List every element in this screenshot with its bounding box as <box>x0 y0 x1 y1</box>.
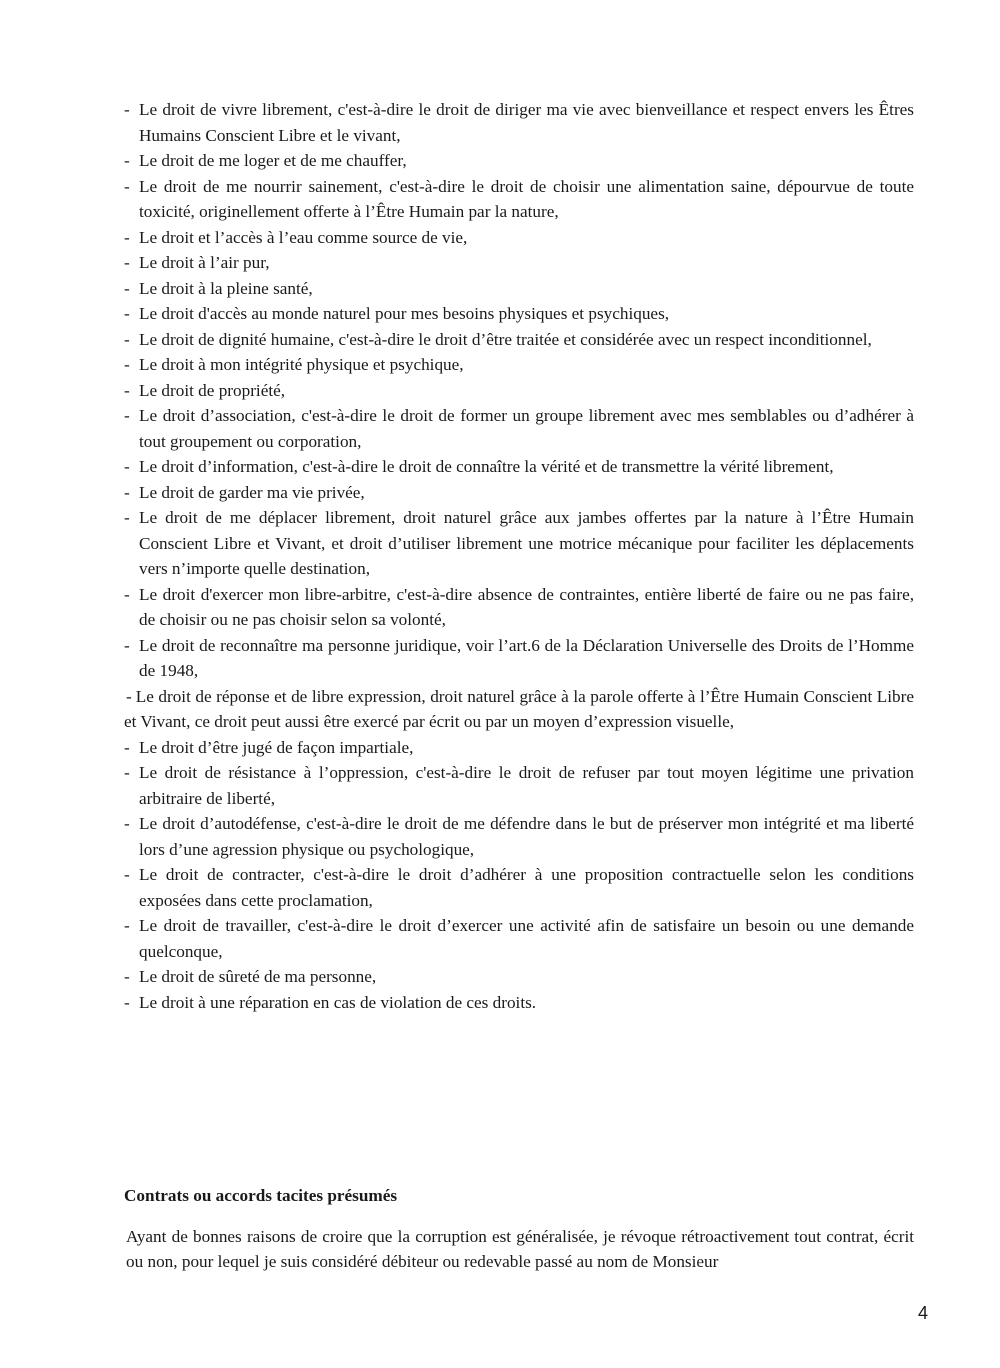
list-item-text: Le droit de garder ma vie privée, <box>139 482 365 502</box>
list-marker: - <box>126 686 132 706</box>
list-item-text: Le droit et l’accès à l’eau comme source de vie, <box>139 227 468 247</box>
list-marker: - <box>124 253 130 272</box>
list-marker: - <box>124 584 130 604</box>
list-item <box>124 582 914 633</box>
list-item-text: Le droit à mon intégrité physique et psychique, <box>139 355 464 374</box>
list-item-text: Le droit à une réparation en cas de violation de ces droits. <box>139 992 537 1012</box>
list-item-text: Le droit à l’air pur, <box>139 253 270 272</box>
list-item <box>124 327 914 353</box>
list-item-text: Le droit à la pleine santé, <box>139 278 313 298</box>
list-item-text: Le droit de dignité humaine, c'est-à-dire le droit d’être traitée et considérée avec un respect inconditionnel, <box>139 329 872 349</box>
list-marker: - <box>124 355 130 374</box>
list-marker: - <box>124 814 130 833</box>
list-item <box>124 148 914 174</box>
list-item <box>124 97 914 148</box>
list-item-text: Le droit de propriété, <box>139 380 286 400</box>
list-item-text: Le droit de me loger et de me chauffer, <box>139 151 407 170</box>
list-item-text: Le droit de réponse et de libre expression, droit naturel grâce à la parole offerte à l’Être Humain Conscient Libre et Vivant, ce droit peut aussi être exercé par écrit ou par un moyen d’expression visuelle, <box>124 686 914 731</box>
list-item-text: Le droit de travailler, c'est-à-dire le droit d’exercer une activité afin de satisfaire un besoin ou une demande quelconque, <box>139 916 914 961</box>
list-marker: - <box>124 865 130 884</box>
list-item <box>124 454 914 480</box>
list-item-text: Le droit d’être jugé de façon impartiale, <box>139 737 414 757</box>
list-item <box>124 174 914 225</box>
list-marker: - <box>124 967 130 986</box>
list-marker: - <box>124 380 130 400</box>
list-marker: - <box>124 737 130 757</box>
list-marker: - <box>124 992 130 1012</box>
list-item <box>124 403 914 454</box>
list-marker: - <box>124 151 130 170</box>
list-item <box>124 250 914 276</box>
list-item-text: Le droit de me nourrir sainement, c'est-à-dire le droit de choisir une alimentation saine, dépourvue de toute toxicité, originellement offerte à l’Être Humain par la nature, <box>139 176 914 221</box>
list-item <box>124 301 914 327</box>
list-item <box>124 480 914 506</box>
list-marker: - <box>124 508 130 527</box>
list-marker: - <box>124 457 130 476</box>
rights-list <box>124 97 914 1015</box>
list-item-text: Le droit de reconnaître ma personne juridique, voir l’art.6 de la Déclaration Universelle des Droits de l’Homme de 1948, <box>139 635 914 680</box>
list-item <box>124 964 914 990</box>
list-marker: - <box>124 176 130 196</box>
list-item-text: Le droit de résistance à l’oppression, c'est-à-dire le droit de refuser par tout moyen légitime une privation arbitraire de liberté, <box>139 763 914 808</box>
list-item-text: Le droit d’autodéfense, c'est-à-dire le droit de me défendre dans le but de préserver mon intégrité et ma liberté lors d’une agression physique ou psychologique, <box>139 814 914 859</box>
section-paragraph: Ayant de bonnes raisons de croire que la corruption est généralisée, je révoque rétroactivement tout contrat, écrit ou non, pour lequel je suis considéré débiteur ou redevable passé au nom de Monsieur <box>126 1227 914 1271</box>
list-item <box>124 505 914 582</box>
list-marker: - <box>124 635 130 655</box>
list-marker: - <box>124 304 130 323</box>
list-item <box>124 378 914 404</box>
list-item-text: Le droit d'accès au monde naturel pour mes besoins physiques et psychiques, <box>139 304 670 323</box>
list-item <box>124 684 914 735</box>
section-heading: Contrats ou accords tacites présumés <box>124 1186 398 1205</box>
list-marker: - <box>124 329 130 349</box>
list-item <box>124 862 914 913</box>
list-marker: - <box>124 100 130 119</box>
list-item <box>124 352 914 378</box>
list-marker: - <box>124 227 130 247</box>
list-item <box>124 811 914 862</box>
list-item <box>124 633 914 684</box>
list-item <box>124 735 914 761</box>
list-item-text: Le droit d'exercer mon libre-arbitre, c'est-à-dire absence de contraintes, entière liberté de faire ou ne pas faire, de choisir ou ne pas choisir selon sa volonté, <box>139 584 914 629</box>
list-item-text: Le droit d’information, c'est-à-dire le droit de connaître la vérité et de transmettre la vérité librement, <box>139 457 834 476</box>
list-item <box>124 276 914 302</box>
list-marker: - <box>124 482 130 502</box>
list-marker: - <box>124 406 130 425</box>
list-item <box>124 990 914 1016</box>
list-marker: - <box>124 916 130 935</box>
list-item-text: Le droit de vivre librement, c'est-à-dire le droit de diriger ma vie avec bienveillance et respect envers les Êtres Humains Conscient Libre et le vivant, <box>139 100 914 145</box>
list-marker: - <box>124 763 130 782</box>
page-number: 4 <box>917 1303 928 1323</box>
list-item-text: Le droit de contracter, c'est-à-dire le droit d’adhérer à une proposition contractuelle selon les conditions exposées dans cette proclamation, <box>139 865 914 910</box>
list-item <box>124 913 914 964</box>
list-item <box>124 225 914 251</box>
list-item-text: Le droit d’association, c'est-à-dire le droit de former un groupe librement avec mes semblables ou d’adhérer à tout groupement ou corporation, <box>139 406 914 451</box>
list-item-text: Le droit de sûreté de ma personne, <box>139 967 377 986</box>
list-item <box>124 760 914 811</box>
list-item-text: Le droit de me déplacer librement, droit naturel grâce aux jambes offertes par la nature à l’Être Humain Conscient Libre et Vivant, et droit d’utiliser librement une motrice mécanique pour faciliter les déplacements vers n’importe quelle destination, <box>139 508 914 578</box>
list-marker: - <box>124 278 130 298</box>
